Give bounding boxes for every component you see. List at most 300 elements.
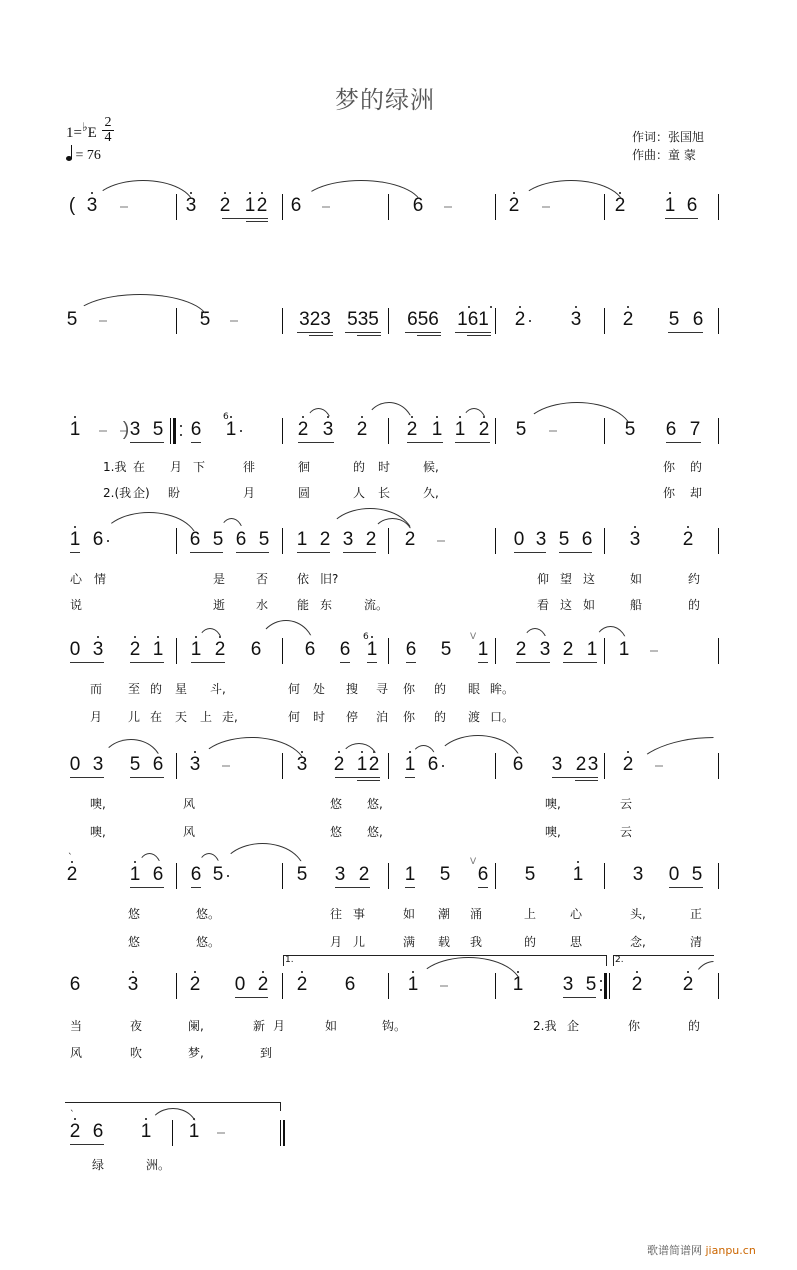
note: 2	[296, 974, 308, 995]
barline	[718, 418, 719, 444]
note: 5	[258, 529, 270, 550]
paren: (	[68, 195, 76, 216]
lyric-syllable: 上	[524, 907, 537, 921]
lyric-syllable: 满	[403, 935, 416, 949]
barline	[388, 863, 389, 889]
slur	[72, 294, 208, 320]
slur	[461, 408, 487, 426]
high-octave-dot	[687, 971, 689, 973]
lyric-syllable: 绿	[92, 1158, 105, 1172]
augmentation-dot	[442, 765, 444, 767]
note: 3	[570, 309, 582, 330]
underline	[665, 218, 698, 219]
note: 6	[412, 195, 424, 216]
underline	[345, 332, 381, 333]
note-group: 535	[347, 309, 379, 330]
slur	[197, 737, 306, 767]
barline	[718, 753, 719, 779]
lyric-syllable: 你	[628, 1019, 641, 1033]
barline	[282, 308, 283, 334]
augmentation-dot	[227, 875, 229, 877]
note: 1	[404, 864, 416, 885]
note: 5	[439, 864, 451, 885]
barline	[282, 973, 283, 999]
double-underline	[357, 335, 381, 336]
paren-close: )	[122, 419, 130, 440]
lyric-syllable: 噢,	[545, 797, 561, 811]
note: 6	[189, 529, 201, 550]
slur	[100, 739, 162, 765]
quarter-note-icon	[66, 156, 72, 161]
note: 6	[92, 529, 104, 550]
repeat-barline-thick	[604, 973, 607, 999]
note: 1	[454, 419, 466, 440]
lyric-syllable: 如	[403, 907, 416, 921]
note: 2	[69, 1121, 81, 1142]
note: 6	[686, 195, 698, 216]
note: 1	[225, 419, 237, 440]
barline	[718, 638, 719, 664]
repeat-barline	[170, 418, 171, 444]
slur	[197, 628, 223, 646]
note: 5	[691, 864, 703, 885]
slur	[300, 180, 422, 206]
note: 2	[622, 754, 634, 775]
note: 2	[368, 754, 380, 775]
lyric-syllable: 东	[320, 598, 333, 612]
breath-mark: V	[470, 632, 477, 642]
high-octave-dot	[459, 416, 461, 418]
final-barline	[280, 1120, 281, 1146]
augmentation-dot	[240, 430, 242, 432]
lyric-syllable: 处	[313, 682, 326, 696]
lyric-syllable: 泊	[376, 710, 389, 724]
underline	[70, 777, 104, 778]
lyric-syllable: 月	[170, 460, 183, 474]
slur	[219, 518, 244, 536]
barline	[176, 638, 177, 664]
repeat-dot	[180, 425, 182, 427]
lyric-syllable: 吹	[130, 1046, 143, 1060]
note: 1	[296, 529, 308, 550]
barline	[604, 753, 605, 779]
note: 2	[297, 419, 309, 440]
note: 3	[127, 974, 139, 995]
underline	[478, 662, 488, 663]
high-octave-dot	[409, 751, 411, 753]
barline	[176, 863, 177, 889]
sustain-dash	[120, 206, 128, 208]
note: 6	[692, 309, 704, 330]
high-octave-dot	[338, 751, 340, 753]
lyric-syllable: 旧?	[320, 572, 339, 586]
lyric-syllable: 天	[175, 710, 188, 724]
lyric-syllable: 候,	[423, 460, 439, 474]
lyric-syllable: 夜	[130, 1019, 143, 1033]
note: 5	[624, 419, 636, 440]
volta-label-1: 1.	[285, 955, 294, 965]
note: 0	[234, 974, 246, 995]
lyric-syllable: 梦,	[188, 1046, 204, 1060]
lyric-syllable: 2.我	[533, 1019, 557, 1033]
lyric-syllable: 时	[378, 460, 391, 474]
note: 1	[512, 974, 524, 995]
underline	[340, 662, 350, 663]
tempo-marking: = 76	[66, 148, 101, 164]
composer: 作曲：童 蒙	[632, 148, 696, 162]
note: 1	[477, 639, 489, 660]
lyric-syllable: 眼	[468, 682, 481, 696]
underline	[297, 552, 330, 553]
sustain-dash	[437, 540, 445, 542]
note: 3	[92, 754, 104, 775]
lyric-syllable: 阑,	[188, 1019, 204, 1033]
lyric-syllable: 情	[94, 572, 107, 586]
high-octave-dot	[194, 751, 196, 753]
grace-mark: `	[70, 1110, 75, 1120]
high-octave-dot	[134, 636, 136, 638]
lyric-syllable: 逝	[213, 598, 226, 612]
note-group: 161	[457, 309, 489, 330]
lyric-syllable: 儿	[128, 710, 141, 724]
lyric-syllable: 至	[128, 682, 141, 696]
note: 3	[86, 195, 98, 216]
barline	[388, 308, 389, 334]
lyric-syllable: 噢,	[90, 825, 106, 839]
lyric-syllable: 我	[470, 935, 483, 949]
note: 6	[405, 639, 417, 660]
note: 2	[562, 639, 574, 660]
slur	[305, 408, 332, 426]
note: 1	[140, 1121, 152, 1142]
underline	[297, 332, 333, 333]
high-octave-dot	[412, 971, 414, 973]
lyric-syllable: 的	[434, 682, 447, 696]
note: 5	[152, 419, 164, 440]
underline	[455, 442, 490, 443]
lyric-syllable: 念,	[630, 935, 646, 949]
lyric-syllable: 悠,	[367, 797, 383, 811]
lyric-syllable: 在	[150, 710, 163, 724]
note: 2	[189, 974, 201, 995]
underline	[514, 552, 546, 553]
lyric-syllable: 如	[583, 598, 596, 612]
slur	[434, 735, 522, 765]
volta-label-2: 2.	[615, 955, 624, 965]
underline	[70, 1144, 104, 1145]
lyric-syllable: 儿	[353, 935, 366, 949]
lyric-syllable: 说	[70, 598, 83, 612]
lyric-syllable: 心	[70, 572, 83, 586]
note: 3	[189, 754, 201, 775]
sustain-dash	[230, 320, 238, 322]
lyric-syllable: 你	[663, 486, 676, 500]
underline	[235, 997, 268, 998]
lyric-syllable: 能	[297, 598, 310, 612]
credits	[632, 128, 704, 164]
note: 2	[478, 419, 490, 440]
note: 2	[365, 529, 377, 550]
note: 2	[682, 974, 694, 995]
note: 5	[515, 419, 527, 440]
high-octave-dot	[519, 306, 521, 308]
barline	[495, 863, 496, 889]
lyric-syllable: 企)	[133, 486, 150, 500]
barline	[282, 418, 283, 444]
lyric-syllable: 望	[560, 572, 573, 586]
note: 2	[406, 419, 418, 440]
high-octave-dot	[91, 192, 93, 194]
lyric-syllable: 下	[193, 460, 206, 474]
barline	[388, 973, 389, 999]
lyric-syllable: 的	[690, 460, 703, 474]
lyric-syllable: 上	[200, 710, 213, 724]
lyric-syllable: 如	[630, 572, 643, 586]
song-title: 梦的绿洲	[335, 86, 435, 114]
note: 3	[342, 529, 354, 550]
high-octave-dot	[301, 751, 303, 753]
note: 6	[290, 195, 302, 216]
augmentation-dot	[529, 320, 531, 322]
note: 6	[190, 419, 202, 440]
sustain-dash	[217, 1132, 225, 1134]
note: 3	[322, 419, 334, 440]
lyric-syllable: 云	[620, 825, 633, 839]
lyricist: 作词：张国旭	[632, 130, 705, 144]
note: 5	[440, 639, 452, 660]
underline	[405, 332, 441, 333]
note: 1	[586, 639, 598, 660]
note: 6	[235, 529, 247, 550]
underline	[405, 777, 415, 778]
high-octave-dot	[224, 192, 226, 194]
slur	[197, 853, 221, 871]
underline	[130, 887, 164, 888]
underline	[190, 552, 223, 553]
note: 3	[539, 639, 551, 660]
time-signature: $\frac{2}{4}$	[102, 116, 114, 145]
lyric-syllable: 洲。	[146, 1158, 171, 1172]
high-octave-dot	[261, 192, 263, 194]
lyric-syllable: 悠,	[367, 825, 383, 839]
note: 2	[575, 754, 587, 775]
note: 1	[69, 529, 81, 550]
slur	[340, 743, 378, 761]
note: 3	[334, 864, 346, 885]
lyric-syllable: 这	[560, 598, 573, 612]
lyric-syllable: 月	[243, 486, 256, 500]
lyric-syllable: 时	[313, 710, 326, 724]
lyric-syllable: 当	[70, 1019, 83, 1033]
slur	[220, 843, 305, 873]
underline	[70, 552, 80, 553]
lyric-syllable: 载	[438, 935, 451, 949]
barline	[282, 528, 283, 554]
lyric-syllable: 1.我	[103, 460, 127, 474]
high-octave-dot	[468, 306, 470, 308]
barline	[495, 638, 496, 664]
high-octave-dot	[230, 416, 232, 418]
volta-bracket-2	[613, 955, 714, 966]
note: 5	[199, 309, 211, 330]
barline	[176, 973, 177, 999]
note: 3	[296, 754, 308, 775]
barline	[388, 753, 389, 779]
slur	[100, 512, 198, 542]
slur	[257, 620, 315, 650]
lyric-syllable: 却	[690, 486, 703, 500]
breath-mark: V	[470, 857, 477, 867]
lyric-syllable: 口。	[490, 710, 515, 724]
lyric-syllable: 徊	[298, 460, 311, 474]
sustain-dash	[99, 430, 107, 432]
note: 1	[618, 639, 630, 660]
high-octave-dot	[490, 306, 492, 308]
lyric-syllable: 停	[346, 710, 359, 724]
lyric-syllable: 风	[183, 825, 196, 839]
lyric-syllable: 头,	[630, 907, 646, 921]
high-octave-dot	[195, 636, 197, 638]
lyric-syllable: 水	[256, 598, 269, 612]
lyric-syllable: 这	[583, 572, 596, 586]
underline	[666, 442, 701, 443]
high-octave-dot	[97, 636, 99, 638]
lyric-syllable: 往	[330, 907, 343, 921]
slur	[593, 626, 628, 648]
note: 1	[190, 639, 202, 660]
underline	[335, 887, 370, 888]
slur	[364, 402, 414, 428]
lyric-syllable: 悠	[330, 825, 343, 839]
lyric-syllable: 云	[620, 797, 633, 811]
note: 0	[513, 529, 525, 550]
note: 1	[366, 639, 378, 660]
underline	[516, 662, 550, 663]
high-octave-dot	[190, 192, 192, 194]
note: 1	[404, 754, 416, 775]
underline	[130, 442, 164, 443]
lyric-syllable: 潮	[438, 907, 451, 921]
underline	[191, 662, 225, 663]
high-octave-dot	[575, 306, 577, 308]
lyric-syllable: 久,	[423, 486, 439, 500]
volta-bracket-1	[283, 955, 607, 966]
high-octave-dot	[134, 861, 136, 863]
double-underline	[246, 221, 268, 222]
lyric-syllable: 眸。	[490, 682, 515, 696]
lyric-syllable: 如	[325, 1019, 338, 1033]
note: 2	[333, 754, 345, 775]
lyric-syllable: 寻	[376, 682, 389, 696]
high-octave-dot	[302, 416, 304, 418]
lyric-syllable: 的	[688, 598, 701, 612]
underline	[298, 442, 334, 443]
double-underline	[309, 335, 333, 336]
lyric-syllable: 星	[175, 682, 188, 696]
lyric-syllable: 斗,	[210, 682, 226, 696]
underline	[70, 662, 104, 663]
note: 3	[632, 864, 644, 885]
note: 6	[512, 754, 524, 775]
lyric-syllable: 心	[570, 907, 583, 921]
note: 5	[524, 864, 536, 885]
high-octave-dot	[619, 192, 621, 194]
note: 3	[551, 754, 563, 775]
high-octave-dot	[627, 751, 629, 753]
note: 2	[622, 309, 634, 330]
note: 1	[188, 1121, 200, 1142]
lyric-syllable: 船	[630, 598, 643, 612]
note: 3	[587, 754, 599, 775]
slur-continuation	[630, 737, 714, 779]
double-underline	[417, 335, 441, 336]
note: 6	[69, 974, 81, 995]
lyric-syllable: 的	[688, 1019, 701, 1033]
note: 3	[129, 419, 141, 440]
note: 5	[296, 864, 308, 885]
lyric-syllable: 盼	[168, 486, 181, 500]
high-octave-dot	[513, 192, 515, 194]
lyric-syllable: 月	[273, 1019, 286, 1033]
grace-note: 6	[363, 632, 369, 642]
lyric-syllable: 涌	[470, 907, 483, 921]
high-octave-dot	[436, 416, 438, 418]
lyric-syllable: 渡	[468, 710, 481, 724]
note: 6	[427, 754, 439, 775]
barline	[604, 528, 605, 554]
note: 2	[257, 974, 269, 995]
grace-note: 6	[223, 412, 229, 422]
note: 0	[69, 639, 81, 660]
lyric-syllable: 月	[90, 710, 103, 724]
grace-mark: `	[68, 853, 73, 863]
double-underline	[467, 335, 491, 336]
high-octave-dot	[74, 526, 76, 528]
double-underline	[357, 780, 380, 781]
barline	[718, 973, 719, 999]
high-octave-dot	[194, 971, 196, 973]
underline	[455, 332, 491, 333]
lyric-syllable: 的	[524, 935, 537, 949]
underline	[559, 552, 592, 553]
repeat-barline-thick	[173, 418, 176, 444]
note: 6	[581, 529, 593, 550]
note: 2	[214, 639, 226, 660]
note: 0	[69, 754, 81, 775]
note: 6	[665, 419, 677, 440]
lyric-syllable: 依	[297, 572, 310, 586]
note: 6	[152, 754, 164, 775]
note: 2	[256, 195, 268, 216]
note: 2	[219, 195, 231, 216]
slur	[411, 745, 436, 759]
underline	[405, 887, 415, 888]
lyric-syllable: 在	[133, 460, 146, 474]
high-octave-dot	[262, 971, 264, 973]
lyric-syllable: 何	[288, 710, 301, 724]
note: 5	[212, 529, 224, 550]
lyric-syllable: 徘	[243, 460, 256, 474]
lyric-syllable: 仰	[537, 572, 550, 586]
note: 5	[129, 754, 141, 775]
repeat-barline	[609, 973, 610, 999]
note: 1	[244, 195, 256, 216]
barline	[718, 863, 719, 889]
high-octave-dot	[145, 1118, 147, 1120]
lyric-syllable: 何	[288, 682, 301, 696]
high-octave-dot	[669, 192, 671, 194]
note: 3	[562, 974, 574, 995]
